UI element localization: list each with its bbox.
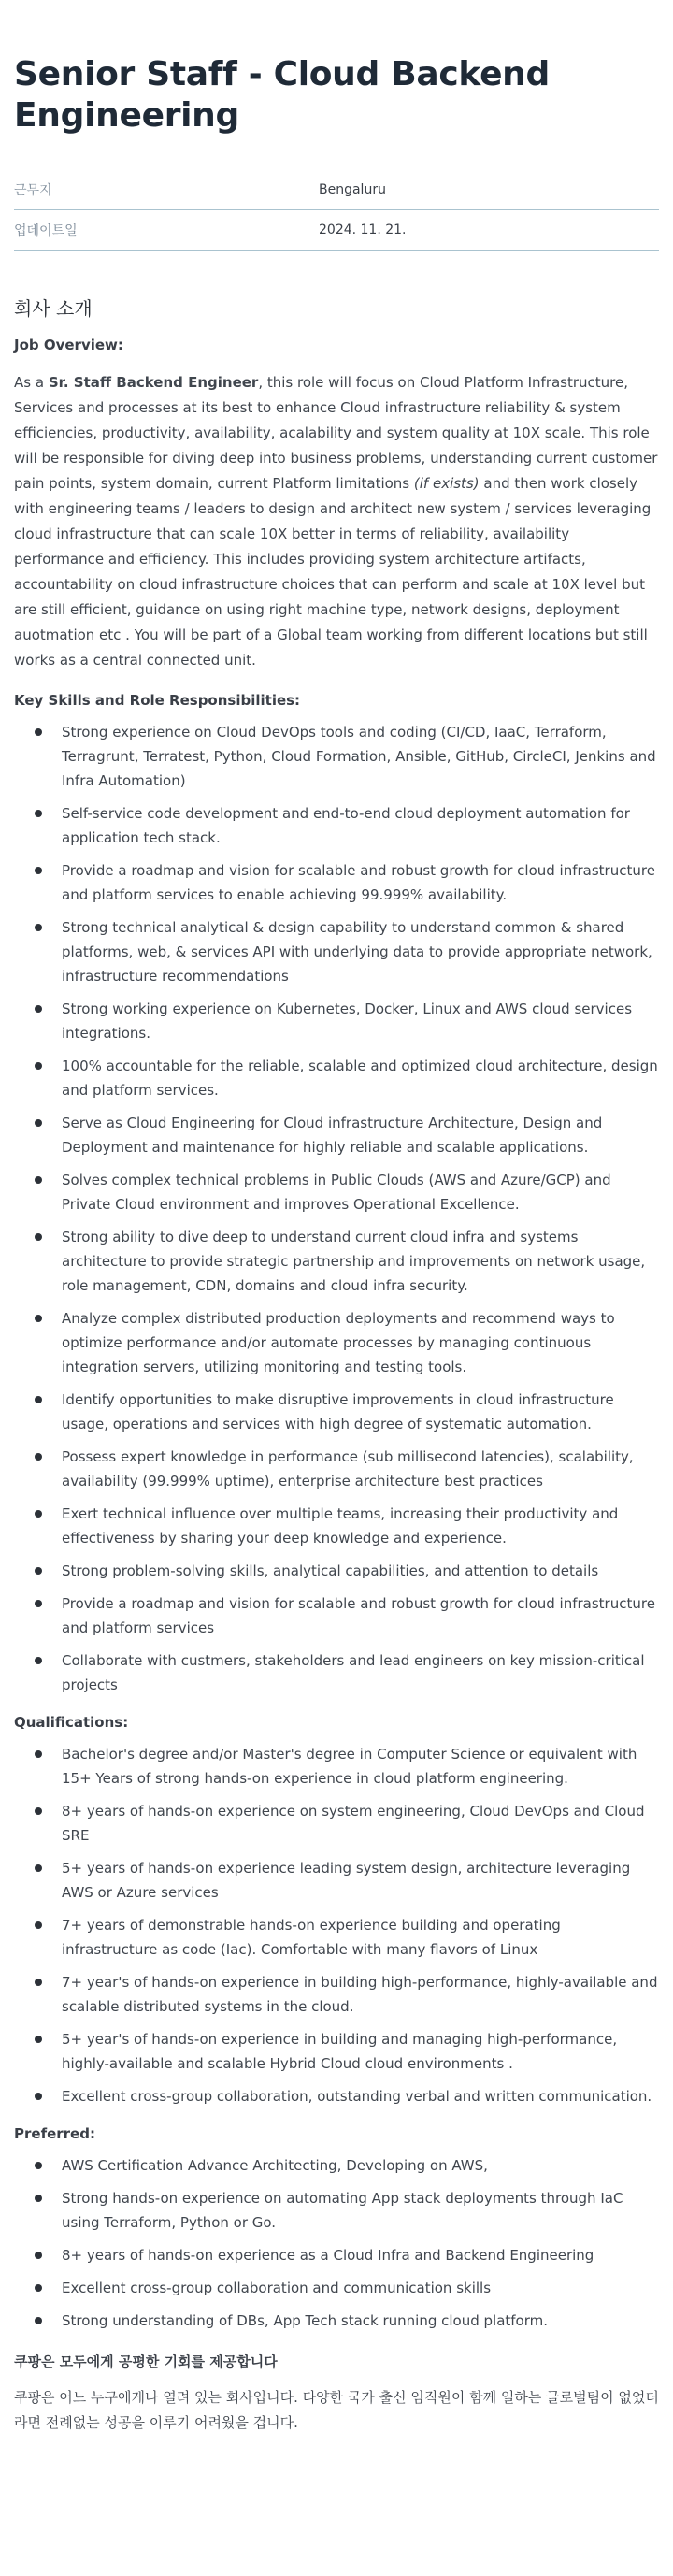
list-item-text: Strong experience on Cloud DevOps tools and coding (CI/CD, IaaC, Terraform, Terragrunt, Terratest, Python, Cloud Formation, Ansible, GitHub, CircleCI, Jenkins and Infra Automation)	[62, 724, 656, 789]
bullet-dot-icon	[35, 1062, 42, 1070]
qualifications-list	[14, 1742, 659, 2108]
job-meta	[14, 170, 659, 251]
bullet-dot-icon	[35, 810, 42, 817]
list-item-text: 100% accountable for the reliable, scalable and optimized cloud architecture, design and platform services.	[62, 1058, 658, 1099]
equal-opportunity-heading: 쿠팡은 모두에게 공평한 기회를 제공합니다	[14, 2353, 278, 2370]
list-item	[14, 2153, 659, 2178]
bullet-dot-icon	[35, 1396, 42, 1403]
bullet-dot-icon	[35, 1921, 42, 1929]
list-item	[14, 1111, 659, 1159]
list-item	[14, 1225, 659, 1298]
list-item-text: Excellent cross-group collaboration, outstanding verbal and written communication.	[62, 2088, 652, 2105]
list-item	[14, 2186, 659, 2235]
updated-label: 업데이트일	[14, 223, 78, 238]
list-item-text: Possess expert knowledge in performance (sub millisecond latencies), scalability, availability (99.999% uptime), enterprise architecture best practices	[62, 1448, 634, 1489]
list-item-text: 7+ years of demonstrable hands-on experience building and operating infrastructure as code (Iac). Comfortable with many flavors of Linux	[62, 1917, 561, 1958]
company-intro-heading: 회사 소개	[14, 297, 93, 320]
bullet-dot-icon	[35, 1750, 42, 1758]
list-item	[14, 2276, 659, 2300]
list-item	[14, 1445, 659, 1493]
list-item-text: 8+ years of hands-on experience on system engineering, Cloud DevOps and Cloud SRE	[62, 1803, 645, 1844]
list-item	[14, 1502, 659, 1550]
qualifications-heading: Qualifications:	[14, 1714, 129, 1731]
list-item	[14, 1388, 659, 1436]
list-item	[14, 858, 659, 907]
bullet-dot-icon	[35, 2093, 42, 2100]
bullet-dot-icon	[35, 924, 42, 931]
list-item-text: Strong working experience on Kubernetes, Docker, Linux and AWS cloud services integrations.	[62, 1000, 633, 1042]
list-item	[14, 1913, 659, 1962]
bullet-dot-icon	[35, 1510, 42, 1518]
bullet-dot-icon	[35, 2317, 42, 2324]
list-item	[14, 2243, 659, 2267]
list-item-text: Identify opportunities to make disruptive improvements in cloud infrastructure usage, operations and services with high degree of systematic automation.	[62, 1391, 614, 1432]
bullet-dot-icon	[35, 1600, 42, 1607]
list-item-text: Provide a roadmap and vision for scalable and robust growth for cloud infrastructure and platform services	[62, 1595, 655, 1636]
bullet-dot-icon	[35, 1864, 42, 1872]
list-item	[14, 1168, 659, 1216]
list-item-text: 5+ year's of hands-on experience in building and managing high-performance, highly-available and scalable Hybrid Cloud cloud environments .	[62, 2031, 618, 2072]
preferred-heading: Preferred:	[14, 2125, 95, 2142]
list-item-text: Strong hands-on experience on automating App stack deployments through IaC using Terraform, Python or Go.	[62, 2190, 623, 2231]
updated-value: 2024. 11. 21.	[319, 223, 407, 237]
list-item-text: 7+ year's of hands-on experience in building high-performance, highly-available and scalable distributed systems in the cloud.	[62, 1974, 658, 2015]
bullet-dot-icon	[35, 1315, 42, 1322]
location-label: 근무지	[14, 183, 52, 198]
intro-role-name: Sr. Staff Backend Engineer	[48, 374, 259, 391]
bullet-dot-icon	[35, 1176, 42, 1184]
list-item-text: AWS Certification Advance Architecting, Developing on AWS,	[62, 2157, 488, 2174]
bullet-dot-icon	[35, 867, 42, 874]
list-item	[14, 1856, 659, 1905]
job-title: Senior Staff - Cloud Backend Engineering	[14, 55, 550, 135]
bullet-dot-icon	[35, 2252, 42, 2259]
list-item-text: Strong problem-solving skills, analytical capabilities, and attention to details	[62, 1562, 599, 1579]
list-item	[14, 1799, 659, 1848]
list-item	[14, 1970, 659, 2019]
job-overview-text	[14, 370, 659, 673]
bullet-dot-icon	[35, 2162, 42, 2169]
bullet-dot-icon	[35, 1453, 42, 1461]
bullet-dot-icon	[35, 728, 42, 736]
list-item-text: Strong ability to dive deep to understand current cloud infra and systems architecture to provide strategic partnership and improvements on network usage, role management, CDN, domains and cloud infra security.	[62, 1229, 646, 1294]
preferred-list	[14, 2153, 659, 2333]
bullet-dot-icon	[35, 1657, 42, 1664]
list-item	[14, 1742, 659, 1791]
bullet-dot-icon	[35, 1005, 42, 1013]
list-item-text: Exert technical influence over multiple teams, increasing their productivity and effectiveness by sharing your deep knowledge and experience.	[62, 1505, 619, 1547]
skills-list	[14, 720, 659, 1697]
intro-italic: (if exists)	[413, 475, 480, 492]
equal-opportunity-text: 쿠팡은 어느 누구에게나 열려 있는 회사입니다. 다양한 국가 출신 임직원이 함께 일하는 글로벌팀이 없었더라면 전례없는 성공을 이루기 어려웠을 겁니다.	[14, 2389, 659, 2431]
list-item	[14, 915, 659, 988]
list-item	[14, 1591, 659, 1640]
bullet-dot-icon	[35, 1233, 42, 1241]
list-item-text: Collaborate with custmers, stakeholders and lead engineers on key mission-critical projects	[62, 1652, 645, 1693]
intro-mid: , this role will focus on Cloud Platform Infrastructure, Services and processes at its best to enhance Cloud infrastructure reliability & system efficiencies, productivity, availability, acalability and system quality at 10X scale. This role will be responsible for diving deep into business problems, understanding current customer pain points, system domain, current Platform limitations	[14, 374, 658, 492]
list-item	[14, 2027, 659, 2076]
list-item	[14, 1306, 659, 1379]
bullet-dot-icon	[35, 2284, 42, 2292]
list-item-text: Self-service code development and end-to-end cloud deployment automation for application tech stack.	[62, 805, 630, 846]
list-item	[14, 1648, 659, 1697]
list-item-text: Provide a roadmap and vision for scalable and robust growth for cloud infrastructure and platform services to enable achieving 99.999% availability.	[62, 862, 655, 903]
meta-row-location	[14, 170, 659, 210]
list-item-text: Strong technical analytical & design capability to understand common & shared platforms, web, & services API with underlying data to provide appropriate network, infrastructure recommendations	[62, 919, 652, 985]
list-item	[14, 720, 659, 793]
intro-prefix: As a	[14, 374, 49, 391]
meta-row-updated	[14, 210, 659, 251]
bullet-dot-icon	[35, 2036, 42, 2043]
list-item-text: 8+ years of hands-on experience as a Cloud Infra and Backend Engineering	[62, 2247, 594, 2264]
list-item-text: Serve as Cloud Engineering for Cloud infrastructure Architecture, Design and Deployment and maintenance for highly reliable and scalable applications.	[62, 1115, 603, 1156]
list-item	[14, 801, 659, 850]
list-item-text: 5+ years of hands-on experience leading system design, architecture leveraging AWS or Azure services	[62, 1860, 631, 1901]
bullet-dot-icon	[35, 1119, 42, 1127]
bullet-dot-icon	[35, 2195, 42, 2202]
list-item	[14, 1054, 659, 1102]
job-overview-heading: Job Overview:	[14, 337, 123, 353]
bullet-dot-icon	[35, 1979, 42, 1986]
list-item	[14, 2309, 659, 2333]
list-item-text: Solves complex technical problems in Public Clouds (AWS and Azure/GCP) and Private Cloud environment and improves Operational Excellence.	[62, 1172, 611, 1213]
bullet-dot-icon	[35, 1567, 42, 1575]
list-item	[14, 1559, 659, 1583]
intro-suffix: and then work closely with engineering teams / leaders to design and architect new system / services leveraging cloud infrastructure that can scale 10X better in terms of reliability, availability performance and efficiency. This includes providing system architecture artifacts, accountability on cloud infrastructure choices that can perform and scale at 10X level but are still efficient, guidance on using right machine type, network designs, deployment auotmation etc . You will be part of a Global team working from different locations but still works as a central connected unit.	[14, 475, 652, 669]
bullet-dot-icon	[35, 1807, 42, 1815]
skills-heading: Key Skills and Role Responsibilities:	[14, 692, 301, 709]
list-item	[14, 997, 659, 1045]
list-item-text: Strong understanding of DBs, App Tech stack running cloud platform.	[62, 2312, 549, 2329]
location-value: Bengaluru	[319, 182, 386, 197]
list-item	[14, 2084, 659, 2108]
list-item-text: Analyze complex distributed production deployments and recommend ways to optimize performance and/or automate processes by managing continuous integration servers, utilizing monitoring and testing tools.	[62, 1310, 615, 1375]
list-item-text: Bachelor's degree and/or Master's degree in Computer Science or equivalent with 15+ Years of strong hands-on experience in cloud platform engineering.	[62, 1746, 637, 1787]
list-item-text: Excellent cross-group collaboration and communication skills	[62, 2280, 492, 2296]
